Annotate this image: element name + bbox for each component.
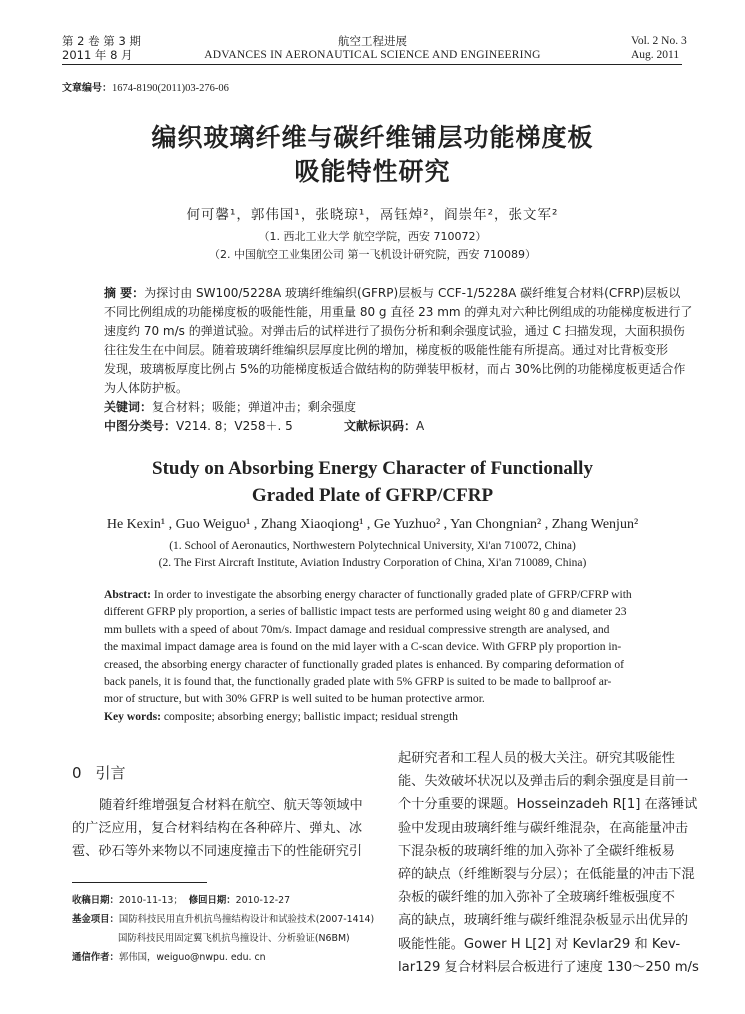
journal-name-cn: 航空工程进展 <box>338 34 407 48</box>
abstract-en-label: Abstract: <box>104 588 152 601</box>
paragraph-line: 随着纤维增强复合材料在航空、航天等领域中 <box>99 798 363 813</box>
title-en-line-1: Study on Absorbing Energy Character of Functionally <box>152 458 593 479</box>
paragraph-line: 起研究者和工程人员的极大关注。研究其吸能性 <box>398 751 675 766</box>
clc-label: 中图分类号： <box>104 419 177 433</box>
section-heading <box>72 762 126 783</box>
volume-number: Vol. 2 No. 3 <box>631 35 687 47</box>
classification-row <box>104 417 664 436</box>
abstract-en-line: Abstract: In order to investigate the absorbing energy character of functionally graded plate of GFRP/CFRP with <box>104 588 632 601</box>
authors-en: He Kexin¹ , Guo Weiguo¹ , Zhang Xiaoqiong¹ , Ge Yuzhuo² , Yan Chongnian² , Zhang Wenjun² <box>106 517 639 532</box>
paragraph-line: 下混杂板的玻璃纤维的加入弥补了全碳纤维板易 <box>398 843 675 859</box>
article-number <box>62 79 229 94</box>
abstract-en-line: mm bullets with a speed of about 70m/s. Impact damage and residual compressive strength are analysed, and <box>104 622 610 636</box>
issue-date-en: Aug. 2011 <box>631 49 680 61</box>
section-number: 0 <box>72 764 82 782</box>
keywords-en-value: composite; absorbing energy; ballistic impact; residual strength <box>163 709 458 723</box>
abstract-en-line: different GFRP ply proportion, a series of ballistic impact tests are performed using weight 80 g and diameter 23 <box>104 605 627 619</box>
clc-value: V214. 8；V258＋. 5 <box>176 419 293 433</box>
issue-number: 第 2 卷 第 3 期 <box>62 34 141 48</box>
document-code-label: 文献标识码： <box>344 419 417 433</box>
abstract-cn-line: 速度约 70 m/s 的弹道试验。对弹击后的试样进行了损伤分析和剩余强度试验，通过 C 扫描发现，大面积损伤 <box>104 324 685 338</box>
title-en-line-2: Graded Plate of GFRP/CFRP <box>251 485 494 506</box>
affiliation-en-1: (1. School of Aeronautics, Northwestern Polytechnical University, Xi'an 710072, China) <box>169 540 576 552</box>
abstract-en-line: mor of structure, but with 30% GFRP is well suited to be human protective armor. <box>104 692 485 706</box>
fund-label: 基金项目： <box>72 914 119 925</box>
footnote-rule <box>72 882 207 883</box>
title-cn-line-2: 吸能特性研究 <box>294 157 451 186</box>
keywords-en <box>104 708 667 725</box>
received-label: 收稿日期： <box>72 895 119 906</box>
corresponding-author: 通信作者：郭伟国，weiguo@nwpu. edu. cn <box>72 952 266 963</box>
affiliation-cn-2: （2. 中国航空工业集团公司 第一飞机设计研究院，西安 710089） <box>209 248 536 261</box>
document-code-value: A <box>416 419 425 433</box>
fund-2: 国防科技民用固定翼飞机抗鸟撞设计、分析验证(N6BM) <box>118 933 350 944</box>
paragraph-line: lar129 复合材料层合板进行了速度 130～250 m/s <box>398 959 699 975</box>
paragraph-line: 能、失效破坏状况以及弹击后的剩余强度是目前一 <box>398 774 689 790</box>
title-cn-line-1: 编织玻璃纤维与碳纤维铺层功能梯度板 <box>151 123 594 152</box>
journal-name-en: ADVANCES IN AERONAUTICAL SCIENCE AND ENGINEERING <box>204 49 541 61</box>
abstract-cn-line: 发现，玻璃板厚度比例占 5%的功能梯度板适合做结构的防弹装甲板材，而占 30%比例的功能梯度板更适合作 <box>104 362 686 376</box>
document-code <box>344 417 424 436</box>
paragraph-line: 雹、砂石等外来物以不同速度撞击下的性能研究引 <box>72 844 363 860</box>
keywords-cn <box>104 398 664 417</box>
issue-date: 2011 年 8 月 <box>62 48 133 62</box>
abstract-cn-line: 不同比例组成的功能梯度板的吸能性能，用重量 80 g 直径 23 mm 的弹丸对六种比例组成的功能梯度板进行了 <box>104 305 693 319</box>
section-title: 引言 <box>95 764 126 782</box>
keywords-cn-value: 复合材料；吸能；弹道冲击；剩余强度 <box>152 400 357 414</box>
revised-label: 修回日期： <box>188 895 236 906</box>
footnotes <box>72 891 374 967</box>
abstract-en-line: back panels, it is found that, the functionally graded plate with 5% GFRP is suited to be made to ballproof ar- <box>104 675 612 689</box>
abstract-cn-line: 为人体防护板。 <box>104 381 189 395</box>
abstract-en-line: the maximal impact damage area is found on the mid layer with a C-scan device. With GFRP ply proportion in- <box>104 640 622 654</box>
left-column-text <box>72 794 372 864</box>
authors-cn: 何可馨¹，郭伟国¹，张晓琼¹，鬲钰焯²，阎崇年²，张文军² <box>186 207 559 223</box>
abstract-cn-line: 往往发生在中间层。随着玻璃纤维编织层厚度比例的增加，梯度板的吸能性能有所提高。通过对比背板变形 <box>104 343 669 357</box>
keywords-cn-label: 关键词： <box>104 400 153 414</box>
paragraph-line: 杂板的碳纤维的加入弥补了全玻璃纤维板强度不 <box>398 890 675 906</box>
corresponding-author-label: 通信作者： <box>72 952 119 963</box>
paragraph-line: 的广泛应用，复合材料结构在各种碎片、弹丸、冰 <box>72 821 363 837</box>
affiliation-en-2: (2. The First Aircraft Institute, Aviation Industry Corporation of China, Xi'an 710089, China) <box>158 557 587 569</box>
abstract-en-line: creased, the absorbing energy character of functionally graded plates is enhanced. By comparing deformation of <box>104 657 625 671</box>
received-date: 收稿日期：2010-11-13； 修回日期：2010-12-27 <box>72 895 291 906</box>
keywords-en-label: Key words: <box>104 709 161 723</box>
paragraph-line: 高的缺点，玻璃纤维与碳纤维混杂板显示出优异的 <box>398 913 689 929</box>
paragraph-line: 吸能性能。Gower H L[2] 对 Kevlar29 和 Kev- <box>398 936 681 952</box>
article-number-value: 1674-8190(2011)03-276-06 <box>112 83 229 94</box>
paragraph-line: 验中发现由玻璃纤维与碳纤维混杂，在高能量冲击 <box>398 820 689 836</box>
right-column-text <box>398 747 698 979</box>
abstract-cn-line: 摘 要：为探讨由 SW100/5228A 玻璃纤维编织(GFRP)层板与 CCF-1/5228A 碳纤维复合材料(CFRP)层板以 <box>104 286 681 300</box>
abstract-cn <box>104 284 693 436</box>
abstract-cn-label: 摘 要： <box>104 286 145 300</box>
fund-1: 基金项目：国防科技民用直升机抗鸟撞结构设计和试验技术(2007-1414) <box>72 914 375 925</box>
affiliation-cn-1: （1. 西北工业大学 航空学院，西安 710072） <box>258 230 487 243</box>
paragraph-line: 个十分重要的课题。Hosseinzadeh R[1] 在落锤试 <box>398 797 698 813</box>
article-number-label: 文章编号： <box>62 83 112 94</box>
paragraph-line: 碎的缺点（纤维断裂与分层）；在低能量的冲击下混 <box>398 867 695 883</box>
abstract-en <box>104 586 667 725</box>
header-rule <box>62 64 682 65</box>
